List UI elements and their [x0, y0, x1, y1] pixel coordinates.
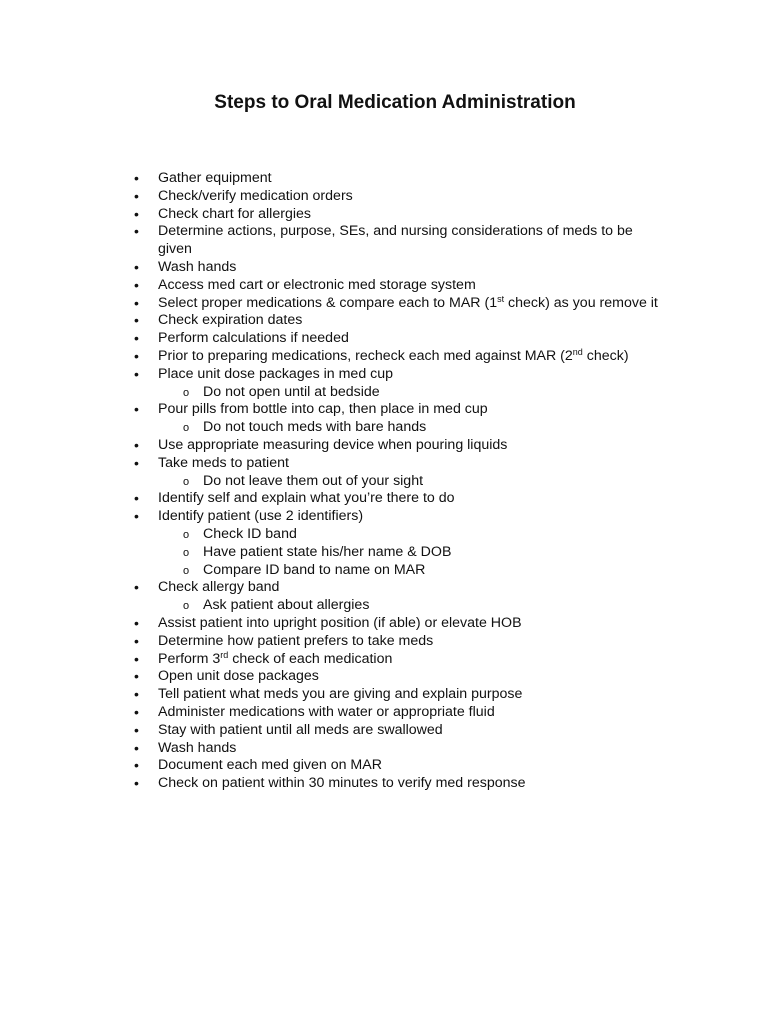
sub-list-item	[183, 597, 658, 615]
ordinal-superscript: st	[497, 293, 505, 304]
step-text: Perform 3rd check of each medication	[158, 649, 393, 667]
step-text: Gather equipment	[158, 170, 272, 186]
step-text: Access med cart or electronic med storage system	[158, 276, 476, 293]
circle-bullet-icon: o	[183, 528, 190, 541]
step-text: Determine actions, purpose, SEs, and nursing considerations of meds to be given	[158, 223, 633, 258]
step-text: Identify self and explain what you’re there to do	[158, 490, 455, 507]
bullet-icon: •	[134, 454, 139, 471]
bullet-icon: •	[134, 258, 139, 275]
list-item	[134, 721, 658, 740]
sub-list-item	[183, 543, 658, 562]
step-text: Check allergy band	[158, 579, 280, 596]
step-text: Pour pills from bottle into cap, then place in med cup	[158, 401, 488, 418]
ordinal-superscript: nd	[572, 346, 583, 357]
bullet-icon: •	[134, 757, 139, 774]
bullet-icon: •	[134, 276, 139, 293]
sub-step-text: Do not leave them out of your sight	[203, 472, 424, 489]
bullet-icon: •	[134, 775, 139, 792]
list-item	[134, 187, 658, 206]
list-item	[134, 330, 658, 348]
list-item	[134, 579, 658, 615]
list-item	[134, 293, 658, 313]
sub-step-text: Ask patient about allergies	[203, 597, 370, 614]
list-item	[134, 775, 658, 793]
circle-bullet-icon: o	[183, 564, 190, 577]
bullet-icon: •	[134, 703, 139, 720]
circle-bullet-icon: o	[183, 386, 190, 399]
list-item	[134, 632, 658, 651]
sub-list	[158, 419, 658, 437]
list-item	[134, 739, 658, 758]
step-text: Administer medications with water or appropriate fluid	[158, 703, 495, 720]
ordinal-superscript: rd	[220, 649, 229, 660]
bullet-icon: •	[134, 187, 139, 204]
bullet-icon: •	[134, 632, 139, 649]
bullet-icon: •	[134, 739, 139, 756]
step-text: Wash hands	[158, 739, 237, 756]
step-text: Wash hands	[158, 258, 237, 275]
step-text: Stay with patient until all meds are swallowed	[158, 721, 443, 738]
bullet-icon: •	[134, 579, 139, 596]
step-text: Check chart for allergies	[158, 205, 311, 222]
sub-list-item	[183, 383, 658, 402]
bullet-icon: •	[134, 436, 139, 453]
step-text: Assist patient into upright position (if able) or elevate HOB	[158, 614, 522, 631]
list-item	[134, 614, 658, 633]
bullet-icon: •	[134, 614, 139, 631]
page-title: Steps to Oral Medication Administration	[214, 92, 576, 113]
sub-step-text: Have patient state his/her name & DOB	[203, 543, 452, 560]
sub-list-item	[183, 525, 658, 544]
step-text: Perform calculations if needed	[158, 330, 349, 347]
bullet-icon: •	[134, 721, 139, 738]
bullet-icon: •	[134, 223, 139, 240]
sub-list-item	[183, 419, 658, 437]
list-item	[134, 703, 658, 722]
circle-bullet-icon: o	[183, 475, 190, 488]
list-item	[134, 223, 658, 259]
list-item	[134, 649, 658, 669]
sub-step-text: Do not touch meds with bare hands	[203, 419, 427, 436]
circle-bullet-icon: o	[183, 422, 190, 435]
step-text: Use appropriate measuring device when pouring liquids	[158, 436, 508, 453]
step-text: Check expiration dates	[158, 312, 303, 329]
bullet-icon: •	[134, 365, 139, 382]
bullet-icon: •	[134, 347, 139, 364]
step-text: Check on patient within 30 minutes to verify med response	[158, 775, 526, 792]
sub-step-text: Compare ID band to name on MAR	[203, 561, 426, 578]
circle-bullet-icon: o	[183, 546, 190, 559]
list-item	[134, 686, 658, 704]
step-text: Check/verify medication orders	[158, 187, 353, 204]
step-text: Take meds to patient	[158, 454, 289, 471]
list-item	[134, 508, 658, 579]
list-item	[134, 312, 658, 330]
list-item	[134, 276, 658, 295]
circle-bullet-icon: o	[183, 600, 190, 613]
list-item	[134, 490, 658, 508]
list-item	[134, 346, 658, 366]
sub-step-text: Do not open until at bedside	[203, 383, 380, 400]
sub-step-text: Check ID band	[203, 525, 297, 542]
bullet-icon: •	[134, 401, 139, 418]
list-item	[134, 668, 658, 686]
step-text: Select proper medications & compare each to MAR (1st check) as you remove it	[158, 293, 658, 311]
step-text: Identify patient (use 2 identifiers)	[158, 508, 364, 525]
bullet-icon: •	[134, 330, 139, 347]
step-text: Determine how patient prefers to take meds	[158, 632, 434, 649]
step-text: Document each med given on MAR	[158, 757, 382, 774]
list-item	[134, 170, 658, 188]
step-text: Tell patient what meds you are giving and explain purpose	[158, 686, 523, 703]
bullet-icon: •	[134, 170, 139, 186]
bullet-icon: •	[134, 312, 139, 329]
list-item	[134, 454, 658, 491]
bullet-icon: •	[134, 294, 139, 311]
bullet-icon: •	[134, 205, 139, 222]
list-item	[134, 436, 658, 455]
step-text: Place unit dose packages in med cup	[158, 365, 394, 382]
bullet-icon: •	[134, 668, 139, 685]
sub-list	[158, 597, 658, 615]
list-item	[134, 757, 658, 775]
list-item	[134, 205, 658, 224]
sub-list	[158, 526, 658, 579]
bullet-icon: •	[134, 508, 139, 525]
sub-list-item	[183, 561, 658, 580]
list-item	[134, 258, 658, 277]
list-item	[134, 401, 658, 437]
sub-list	[158, 384, 658, 402]
list-item	[134, 365, 658, 402]
bullet-icon: •	[134, 686, 139, 703]
steps-list	[134, 170, 658, 793]
sub-list-item	[183, 472, 658, 491]
bullet-icon: •	[134, 650, 139, 667]
bullet-icon: •	[134, 490, 139, 507]
step-text: Prior to preparing medications, recheck each med against MAR (2nd check)	[158, 346, 629, 364]
sub-list	[158, 473, 658, 491]
step-text: Open unit dose packages	[158, 668, 319, 685]
